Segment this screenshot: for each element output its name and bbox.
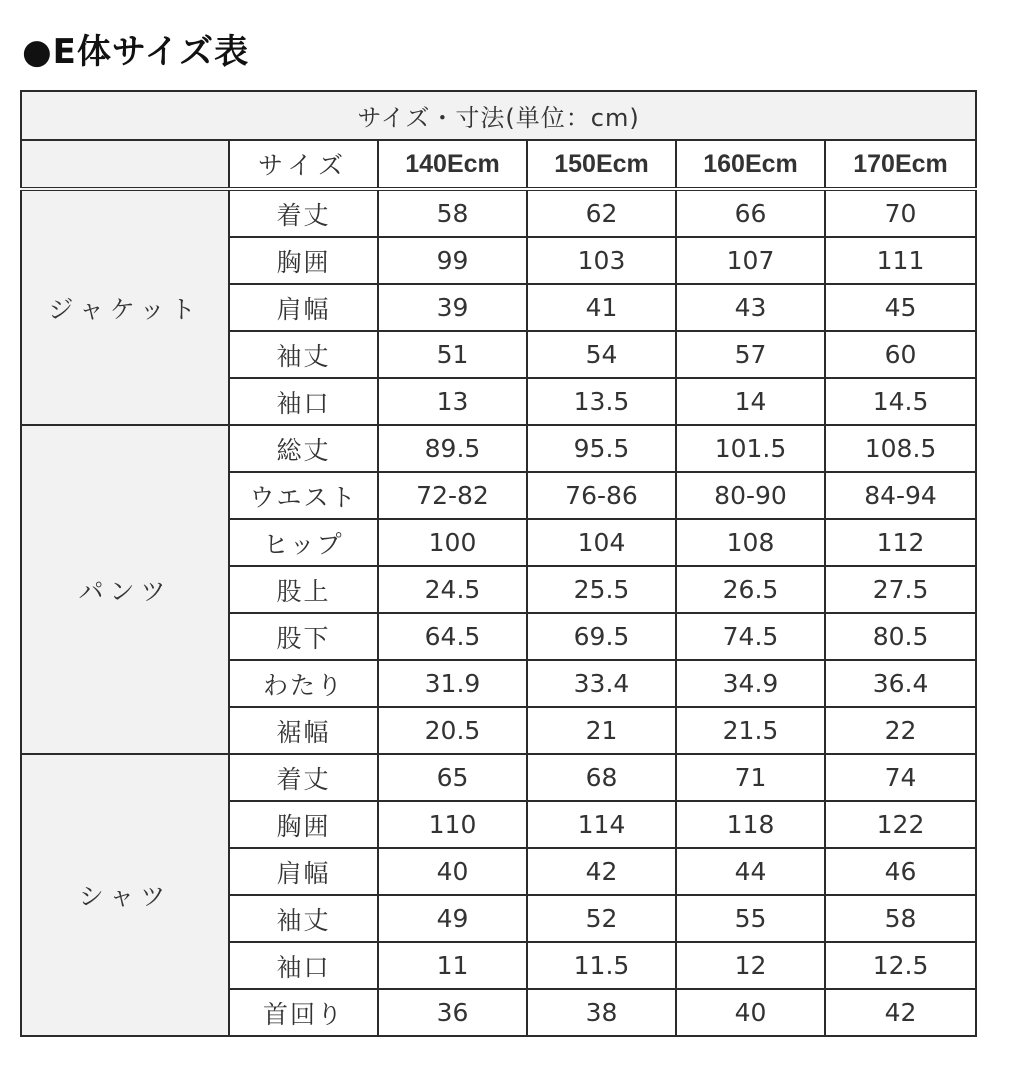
- measurement-label: 股上: [229, 566, 378, 613]
- measurement-value: 20.5: [378, 707, 527, 754]
- measurement-label: 総丈: [229, 425, 378, 472]
- measurement-label: 股下: [229, 613, 378, 660]
- measurement-value: 13.5: [527, 378, 676, 425]
- measurement-value: 108.5: [825, 425, 976, 472]
- measurement-value: 60: [825, 331, 976, 378]
- measurement-value: 14.5: [825, 378, 976, 425]
- measurement-value: 34.9: [676, 660, 825, 707]
- category-shirt: シャツ: [21, 754, 229, 1036]
- measurement-value: 95.5: [527, 425, 676, 472]
- measurement-value: 27.5: [825, 566, 976, 613]
- measurement-value: 21: [527, 707, 676, 754]
- measurement-value: 36: [378, 989, 527, 1036]
- measurement-value: 26.5: [676, 566, 825, 613]
- measurement-value: 68: [527, 754, 676, 801]
- measurement-value: 72-82: [378, 472, 527, 519]
- measurement-value: 12.5: [825, 942, 976, 989]
- measurement-value: 108: [676, 519, 825, 566]
- category-pants: パンツ: [21, 425, 229, 754]
- measurement-value: 80.5: [825, 613, 976, 660]
- measurement-value: 118: [676, 801, 825, 848]
- measurement-label: 袖丈: [229, 895, 378, 942]
- measurement-value: 45: [825, 284, 976, 331]
- size-column-label: サイズ: [229, 140, 378, 189]
- measurement-value: 65: [378, 754, 527, 801]
- measurement-value: 76-86: [527, 472, 676, 519]
- measurement-value: 42: [527, 848, 676, 895]
- measurement-value: 89.5: [378, 425, 527, 472]
- measurement-label: わたり: [229, 660, 378, 707]
- category-jacket: ジャケット: [21, 189, 229, 425]
- measurement-value: 74.5: [676, 613, 825, 660]
- table-row: [21, 754, 976, 801]
- size-header-row: [21, 140, 976, 189]
- measurement-value: 58: [378, 189, 527, 237]
- measurement-value: 40: [676, 989, 825, 1036]
- measurement-label: 着丈: [229, 754, 378, 801]
- measurement-value: 122: [825, 801, 976, 848]
- size-table-body: [21, 91, 976, 1036]
- measurement-value: 39: [378, 284, 527, 331]
- size-header-170: 170Ecm: [825, 140, 976, 189]
- table-row: [21, 425, 976, 472]
- measurement-value: 64.5: [378, 613, 527, 660]
- units-header-row: [21, 91, 976, 140]
- measurement-value: 46: [825, 848, 976, 895]
- measurement-value: 44: [676, 848, 825, 895]
- size-table: [20, 90, 977, 1037]
- measurement-value: 114: [527, 801, 676, 848]
- measurement-label: 袖口: [229, 378, 378, 425]
- measurement-label: 肩幅: [229, 284, 378, 331]
- measurement-value: 24.5: [378, 566, 527, 613]
- measurement-value: 31.9: [378, 660, 527, 707]
- measurement-value: 101.5: [676, 425, 825, 472]
- measurement-label: 胸囲: [229, 801, 378, 848]
- measurement-value: 52: [527, 895, 676, 942]
- measurement-value: 12: [676, 942, 825, 989]
- measurement-value: 54: [527, 331, 676, 378]
- measurement-value: 58: [825, 895, 976, 942]
- measurement-value: 57: [676, 331, 825, 378]
- measurement-value: 21.5: [676, 707, 825, 754]
- measurement-value: 71: [676, 754, 825, 801]
- measurement-value: 40: [378, 848, 527, 895]
- measurement-label: 袖丈: [229, 331, 378, 378]
- measurement-value: 69.5: [527, 613, 676, 660]
- measurement-value: 38: [527, 989, 676, 1036]
- measurement-value: 43: [676, 284, 825, 331]
- measurement-label: 胸囲: [229, 237, 378, 284]
- measurement-value: 49: [378, 895, 527, 942]
- units-header: サイズ・寸法(単位：cm): [21, 91, 976, 140]
- measurement-value: 11.5: [527, 942, 676, 989]
- measurement-label: 袖口: [229, 942, 378, 989]
- measurement-value: 84-94: [825, 472, 976, 519]
- empty-corner-cell: [21, 140, 229, 189]
- size-header-150: 150Ecm: [527, 140, 676, 189]
- measurement-value: 62: [527, 189, 676, 237]
- measurement-label: 着丈: [229, 189, 378, 237]
- measurement-value: 104: [527, 519, 676, 566]
- measurement-value: 70: [825, 189, 976, 237]
- measurement-value: 103: [527, 237, 676, 284]
- size-header-140: 140Ecm: [378, 140, 527, 189]
- measurement-value: 11: [378, 942, 527, 989]
- measurement-value: 41: [527, 284, 676, 331]
- measurement-value: 36.4: [825, 660, 976, 707]
- page-title: ●E体サイズ表: [22, 32, 250, 72]
- measurement-label: ウエスト: [229, 472, 378, 519]
- measurement-label: 裾幅: [229, 707, 378, 754]
- measurement-value: 107: [676, 237, 825, 284]
- measurement-label: ヒップ: [229, 519, 378, 566]
- measurement-value: 111: [825, 237, 976, 284]
- measurement-label: 首回り: [229, 989, 378, 1036]
- measurement-value: 14: [676, 378, 825, 425]
- measurement-value: 110: [378, 801, 527, 848]
- table-row: [21, 189, 976, 237]
- measurement-value: 80-90: [676, 472, 825, 519]
- measurement-value: 112: [825, 519, 976, 566]
- measurement-label: 肩幅: [229, 848, 378, 895]
- measurement-value: 100: [378, 519, 527, 566]
- measurement-value: 55: [676, 895, 825, 942]
- measurement-value: 42: [825, 989, 976, 1036]
- size-header-160: 160Ecm: [676, 140, 825, 189]
- measurement-value: 99: [378, 237, 527, 284]
- measurement-value: 33.4: [527, 660, 676, 707]
- measurement-value: 25.5: [527, 566, 676, 613]
- measurement-value: 74: [825, 754, 976, 801]
- measurement-value: 66: [676, 189, 825, 237]
- measurement-value: 22: [825, 707, 976, 754]
- measurement-value: 51: [378, 331, 527, 378]
- measurement-value: 13: [378, 378, 527, 425]
